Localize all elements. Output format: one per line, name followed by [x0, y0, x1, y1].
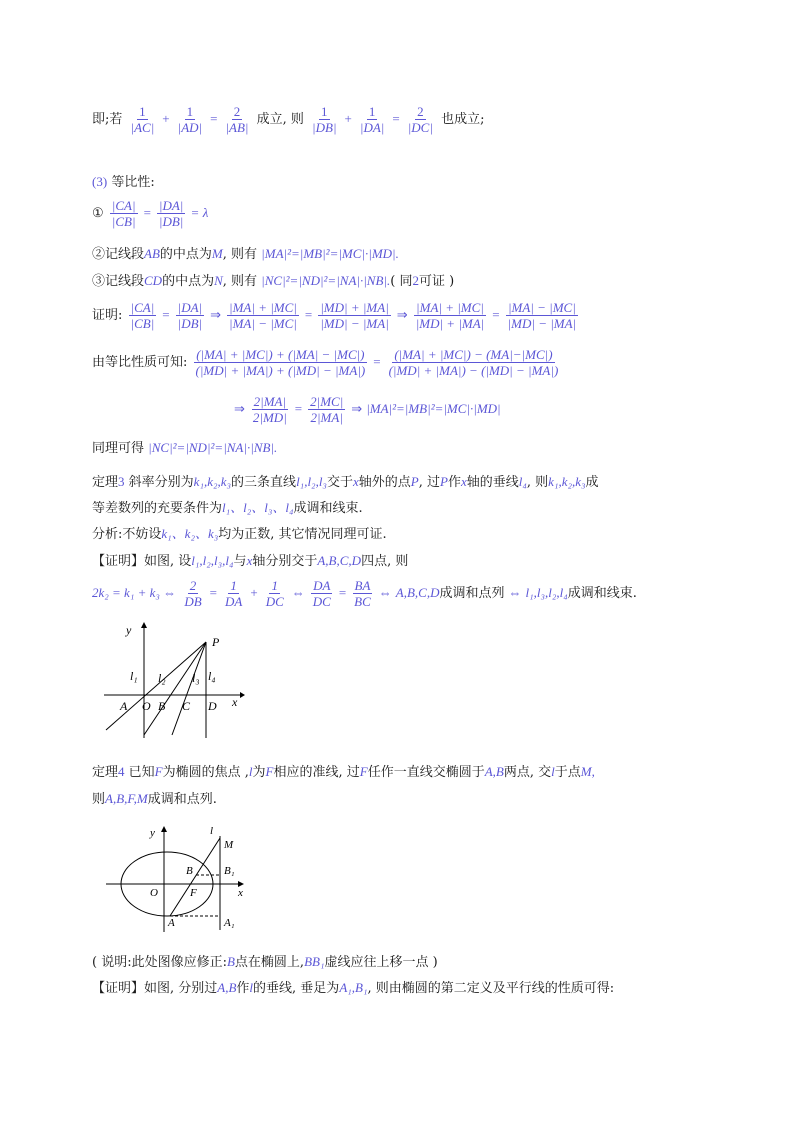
ratio-item-3: ③记线段CD的中点为N, 则有 |NC|²=|ND|²=|NA|·|NB|.( 同2可证 ) — [92, 273, 455, 289]
line-pencil-figure — [100, 620, 245, 740]
ratio-item-1: ① $\frac{|CA|}{|CB|}$ = $\frac{|DA|}{|DB|}$ = λ — [92, 198, 209, 229]
fraction: $\frac{2}{|AB|}$ — [225, 104, 249, 135]
point-B-label: B — [158, 699, 166, 713]
theorem-3-line-2: 等差数列的充要条件为l₁、l₂、l₃、l₄成调和线束. — [92, 500, 363, 516]
point-P-label: P — [212, 635, 220, 649]
line-l1-label: l₁ — [130, 669, 138, 683]
same-conclusion: 同理可得 |NC|²=|ND|²=|NA|·|NB|. — [92, 440, 278, 456]
point-O-label: O — [142, 699, 151, 713]
y-axis-label: y — [150, 827, 155, 839]
line-l3-label: l₃ — [192, 671, 200, 685]
y-axis-label: y — [126, 623, 132, 637]
fraction: $\frac{1}{|DB|}$ — [312, 104, 337, 135]
point-A-label: A — [120, 699, 128, 713]
fraction: $\frac{1}{|AD|}$ — [177, 104, 203, 135]
line-l2-label: l₂ — [158, 671, 166, 685]
proof-line-3: ⇒ $\frac{2|MA|}{2|MD|}$ = $\frac{2|MC|}{2|MA|}$ ⇒ |MA|²=|MB|²=|MC|·|MD| — [234, 394, 501, 425]
fraction: $\frac{1}{|DA|}$ — [359, 104, 385, 135]
x-axis-label: x — [232, 695, 238, 709]
point-A-label: A — [168, 917, 175, 929]
point-B1-label: B₁ — [224, 865, 235, 877]
theorem-4-line-1: 定理4 已知F为椭圆的焦点 ,l为F相应的准线, 过F任作一直线交椭圆于A,B两点, 交l于点M, — [92, 764, 595, 780]
line-l4-label: l₄ — [208, 669, 216, 683]
line-l-label: l — [210, 825, 214, 837]
ellipse-figure — [104, 822, 252, 934]
equivalence-chain: 2k₂ = k₁ + k₃ ⇔ $\frac{2}{DB}$ = $\frac{1}{DA}$ + $\frac{1}{DC}$ ⇔ $\frac{DA}{DC}$ = $\frac{BA}{BC}$ ⇔ A,B,C,D成调和点列 ⇔ l₁,l₃,l₂,l₄成调和线束. — [92, 578, 637, 609]
proof-final-line: 【证明】如图, 分别过A,B作l的垂线, 垂足为A₁,B₁, 则由椭圆的第二定义及平行线的性质可得: — [92, 980, 615, 996]
harmonic-condition-line: 即;若 $\frac{1}{|AC|}$ + $\frac{1}{|AD|}$ = $\frac{2}{|AB|}$ 成立, 则 $\frac{1}{|DB|}$ + $\frac{1}{|DA|}$ = $\frac{2}{|DC|}$ 也成立; — [92, 104, 485, 135]
origin-label: O — [150, 887, 158, 899]
proof-line-1: 证明: $\frac{|CA|}{|CB|}$ = $\frac{|DA|}{|DB|}$ ⇒ $\frac{|MA| + |MC|}{|MA| - |MC|}$ = $\frac{|MD| + |MA|}{|MD| - |MA|}$ ⇒ $\frac{|MA| + |MC|}{|MD| + |MA|}$ = $\frac{|MA| - |MC|}{|MD| - |MA|}$ — [92, 300, 577, 331]
proof-line-2: 由等比性质可知: $\frac{(|MA| + |MC|) + (|MA| - |MC|)}{(|MD| + |MA|) + (|MD| - |MA|)}$ = $\frac{(|MA| + |MC|) - (MA|-|MC|)}{(|MD| + |MA|) - (|MD| - |MA|)}$ — [92, 347, 559, 378]
analysis-line: 分析:不妨设k₁、k₂、k₃均为正数, 其它情况同理可证. — [92, 526, 387, 542]
theorem-3-line-1: 定理3 斜率分别为k₁,k₂,k₃的三条直线l₁,l₂,l₃交于x轴外的点P, 过P作x轴的垂线l₄, 则k₁,k₂,k₃成 — [92, 474, 599, 490]
theorem-4-line-2: 则A,B,F,M成调和点列. — [92, 791, 217, 807]
ratio-item-2: ②记线段AB的中点为M, 则有 |MA|²=|MB|²=|MC|·|MD|. — [92, 246, 399, 262]
point-B-label: B — [186, 865, 193, 877]
point-C-label: C — [182, 699, 191, 713]
point-M-label: M — [224, 839, 234, 851]
proof-intro-line: 【证明】如图, 设l₁,l₂,l₃,l₄与x轴分别交于A,B,C,D四点, 则 — [92, 553, 409, 569]
point-D-label: D — [208, 699, 217, 713]
fraction: $\frac{1}{|AC|}$ — [130, 104, 155, 135]
x-axis-label: x — [238, 887, 243, 899]
section-heading: (3) 等比性: — [92, 174, 155, 190]
figure-correction-note: ( 说明:此处图像应修正:B点在椭圆上,BB₁虚线应往上移一点 ) — [92, 954, 438, 970]
point-A1-label: A₁ — [224, 917, 235, 929]
fraction: $\frac{2}{|DC|}$ — [407, 104, 433, 135]
focus-F-label: F — [190, 887, 197, 899]
